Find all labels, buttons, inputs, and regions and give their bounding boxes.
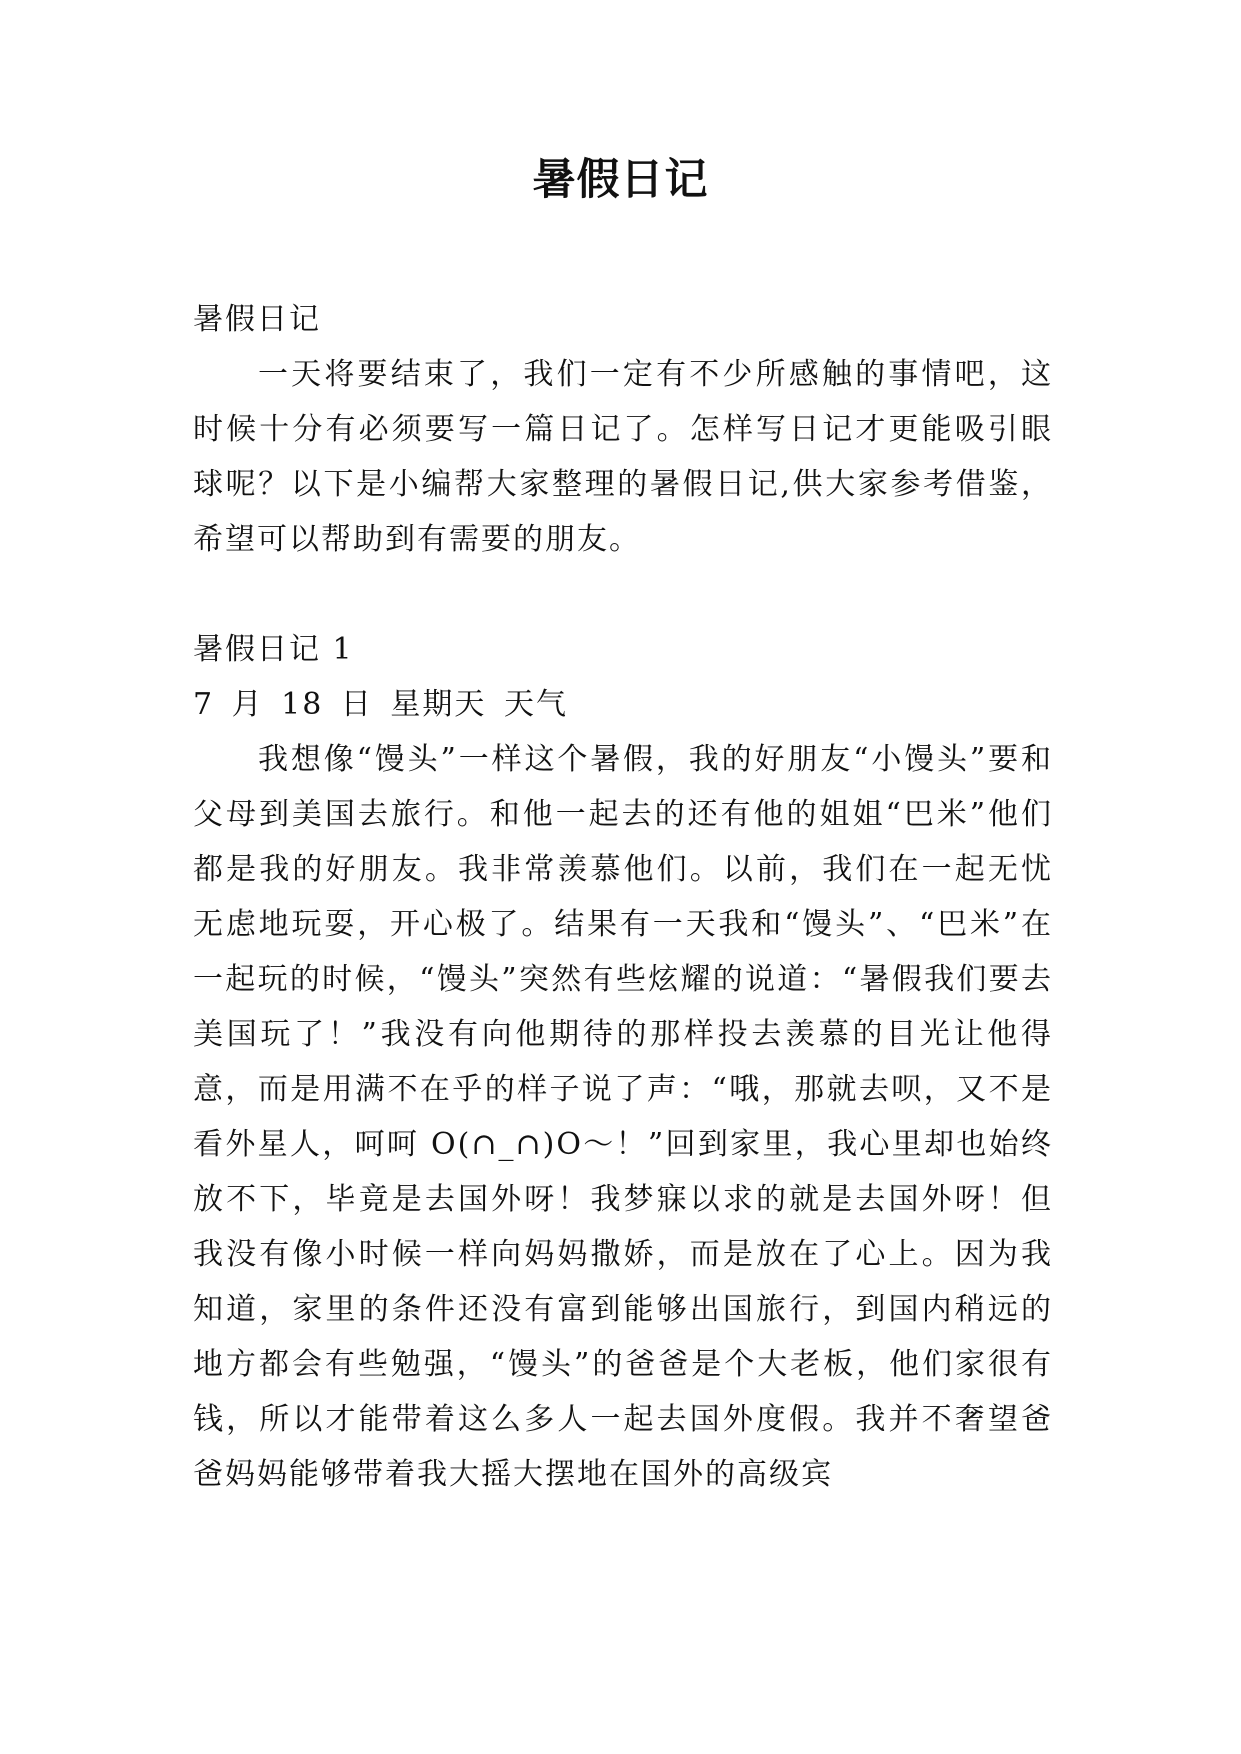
intro-paragraph: 一天将要结束了，我们一定有不少所感触的事情吧，这时候十分有必须要写一篇日记了。怎样写日记才更能吸引眼球呢？以下是小编帮大家整理的暑假日记,供大家参考借鉴，希望可以帮助到有需要的朋友。 [193, 357, 1053, 557]
paragraph-spacer [193, 567, 1053, 622]
intro-heading: 暑假日记 [193, 302, 321, 337]
section1-dateline: 7 月 18 日 星期天 天气 [193, 687, 568, 722]
section1-heading: 暑假日记 1 [193, 632, 354, 667]
document-title: 暑假日记 [532, 155, 709, 205]
document-body [193, 292, 1053, 1502]
section1-paragraph: 我想像“馒头”一样这个暑假，我的好朋友“小馒头”要和父母到美国去旅行。和他一起去的还有他的姐姐“巴米”他们都是我的好朋友。我非常羡慕他们。以前，我们在一起无忧无虑地玩耍，开心极了。结果有一天我和“馒头”、“巴米”在一起玩的时候，“馒头”突然有些炫耀的说道：“暑假我们要去美国玩了！”我没有向他期待的那样投去羡慕的目光让他得意，而是用满不在乎的样子说了声：“哦，那就去呗，又不是看外星人，呵呵 O(∩_∩)O～！”回到家里，我心里却也始终放不下，毕竟是去国外呀！我梦寐以求的就是去国外呀！但我没有像小时候一样向妈妈撒娇，而是放在了心上。因为我知道，家里的条件还没有富到能够出国旅行，到国内稍远的地方都会有些勉强，“馒头”的爸爸是个大老板，他们家很有钱，所以才能带着这么多人一起去国外度假。我并不奢望爸爸妈妈能够带着我大摇大摆地在国外的高级宾 [193, 742, 1053, 1492]
